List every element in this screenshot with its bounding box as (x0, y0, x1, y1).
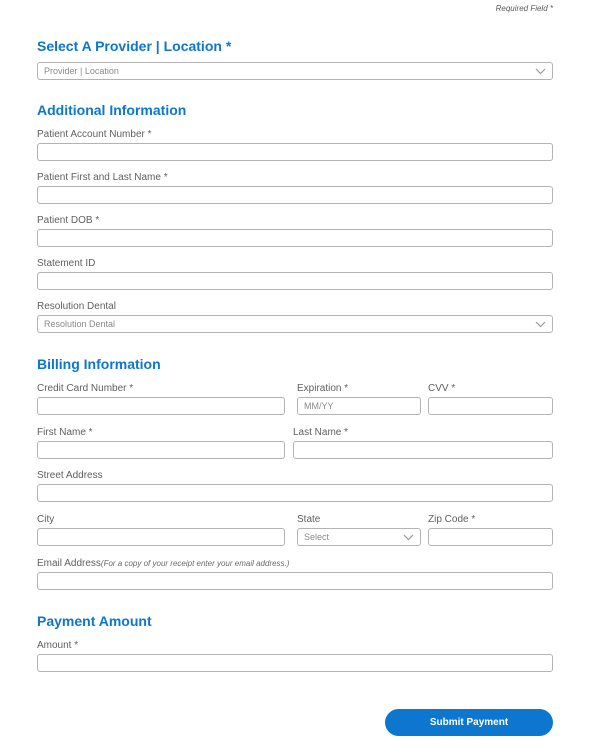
required-field-note: Required Field * (495, 4, 553, 13)
patient-name-label: Patient First and Last Name * (37, 172, 168, 183)
first-name-input[interactable] (37, 441, 285, 459)
provider-location-select-value: Provider | Location (44, 66, 119, 76)
resolution-dental-select[interactable] (37, 315, 553, 333)
payment-amount-heading: Payment Amount (37, 613, 152, 629)
patient-account-number-input[interactable] (37, 143, 553, 161)
provider-location-select[interactable] (37, 62, 553, 80)
email-address-note: (For a copy of your receipt enter your email address.) (100, 559, 290, 568)
amount-label: Amount * (37, 640, 79, 651)
patient-name-input[interactable] (37, 186, 553, 204)
chevron-down-icon (535, 68, 546, 75)
state-label: State (297, 514, 321, 525)
email-address-label: Email Address(For a copy of your receipt enter your email address.) (37, 558, 290, 569)
statement-id-label: Statement ID (37, 258, 96, 269)
resolution-dental-label: Resolution Dental (37, 301, 116, 312)
expiration-input[interactable] (297, 397, 421, 415)
last-name-label: Last Name * (293, 427, 349, 438)
email-address-input[interactable] (37, 572, 553, 590)
patient-account-number-label: Patient Account Number * (37, 129, 152, 140)
cvv-label: CVV * (428, 383, 456, 394)
additional-info-heading: Additional Information (37, 102, 187, 118)
state-select[interactable] (297, 528, 421, 546)
billing-info-heading: Billing Information (37, 356, 161, 372)
street-address-label: Street Address (37, 470, 103, 481)
submit-payment-button[interactable]: Submit Payment (385, 709, 553, 736)
city-label: City (37, 514, 55, 525)
patient-dob-input[interactable] (37, 229, 553, 247)
first-name-label: First Name * (37, 427, 93, 438)
state-select-value: Select (304, 532, 330, 542)
last-name-input[interactable] (293, 441, 553, 459)
statement-id-input[interactable] (37, 272, 553, 290)
street-address-input[interactable] (37, 484, 553, 502)
chevron-down-icon (535, 321, 546, 328)
patient-dob-label: Patient DOB * (37, 215, 100, 226)
cvv-input[interactable] (428, 397, 553, 415)
credit-card-number-input[interactable] (37, 397, 285, 415)
chevron-down-icon (403, 534, 414, 541)
resolution-dental-select-value: Resolution Dental (44, 319, 116, 329)
city-input[interactable] (37, 528, 285, 546)
amount-input[interactable] (37, 654, 553, 672)
zip-code-input[interactable] (428, 528, 553, 546)
credit-card-number-label: Credit Card Number * (37, 383, 134, 394)
zip-code-label: Zip Code * (428, 514, 476, 525)
provider-section-heading: Select A Provider | Location * (37, 38, 232, 54)
expiration-label: Expiration * (297, 383, 349, 394)
